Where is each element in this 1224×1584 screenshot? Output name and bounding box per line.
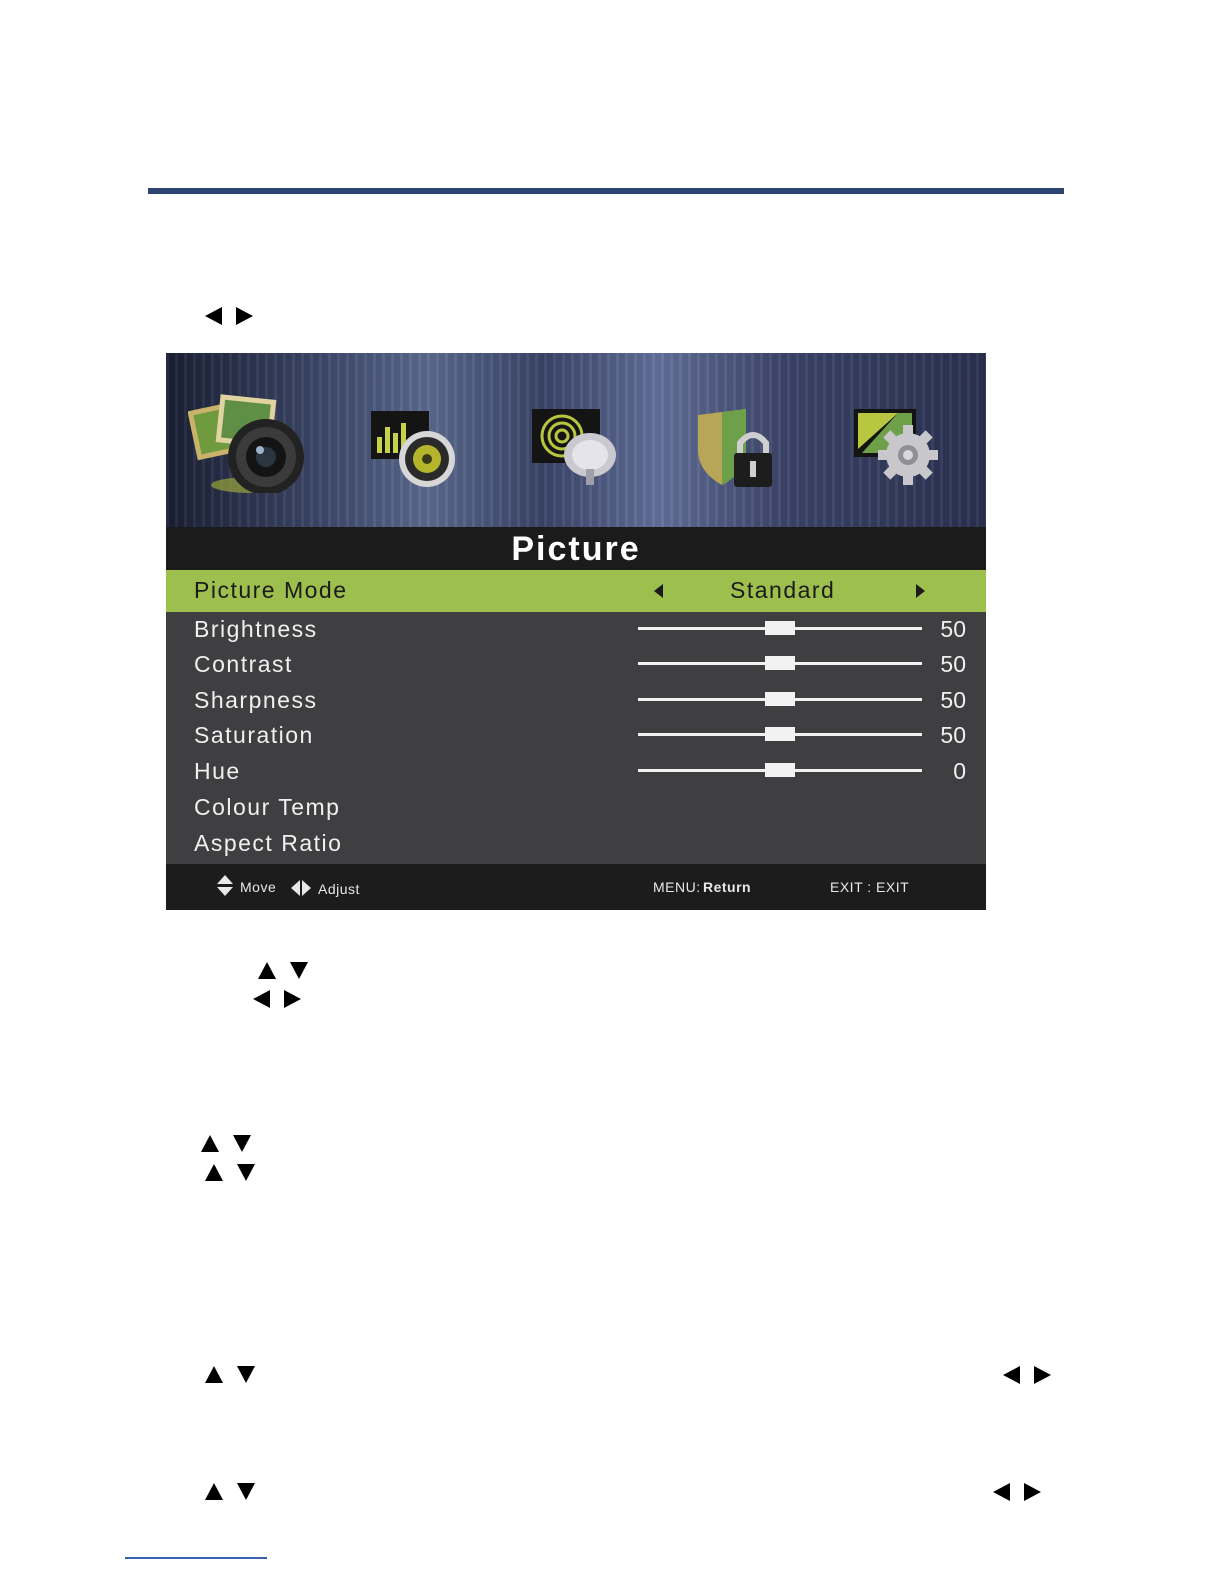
saturation-slider[interactable]: [638, 733, 922, 736]
picture-mode-value: Standard: [730, 577, 836, 603]
mode-prev-arrow-icon[interactable]: [654, 584, 663, 598]
left-arrow-icon: [993, 1483, 1010, 1501]
left-arrow-icon: [205, 307, 222, 325]
brightness-value: 50: [940, 616, 966, 642]
up-arrow-icon: [201, 1135, 219, 1152]
left-right-arrows-2: [253, 990, 301, 1008]
hue-slider-knob[interactable]: [765, 763, 795, 777]
sharpness-slider-knob[interactable]: [765, 692, 795, 706]
down-arrow-icon: [237, 1164, 255, 1181]
aspect-ratio-row[interactable]: [166, 826, 986, 862]
brightness-slider-knob[interactable]: [765, 621, 795, 635]
up-arrow-icon: [258, 962, 276, 979]
hue-slider[interactable]: [638, 769, 922, 772]
adjust-hint: Adjust: [318, 881, 360, 897]
hue-row[interactable]: [166, 754, 986, 790]
saturation-row[interactable]: [166, 718, 986, 754]
exit-hint: EXIT : EXIT: [830, 879, 910, 895]
menu-title: Picture: [511, 530, 641, 568]
hue-value: 0: [953, 758, 966, 784]
right-arrow-icon: [1024, 1483, 1041, 1501]
down-arrow-icon: [290, 962, 308, 979]
down-arrow-icon: [233, 1135, 251, 1152]
sharpness-slider[interactable]: [638, 698, 922, 701]
picture-mode-label: Picture Mode: [194, 577, 348, 603]
move-hint: Move: [240, 879, 277, 895]
sharpness-value: 50: [940, 687, 966, 713]
mode-next-arrow-icon[interactable]: [916, 584, 925, 598]
saturation-slider-knob[interactable]: [765, 727, 795, 741]
menu-title-bar: [166, 527, 986, 570]
sharpness-label: Sharpness: [194, 687, 318, 713]
up-down-arrows-3: [205, 1164, 255, 1181]
picture-mode-row[interactable]: [166, 570, 986, 612]
menu-hint-prefix: MENU:: [653, 879, 701, 895]
contrast-slider[interactable]: [638, 662, 922, 665]
contrast-value: 50: [940, 651, 966, 677]
menu-category-banner: [166, 353, 986, 529]
left-right-arrows: [205, 307, 253, 325]
down-arrow-icon: [237, 1366, 255, 1383]
menu-help-bar: [166, 864, 986, 910]
up-arrow-icon: [205, 1366, 223, 1383]
hue-label: Hue: [194, 758, 241, 784]
up-down-icon: [217, 875, 233, 897]
left-right-arrows-3: [1003, 1366, 1051, 1384]
left-arrow-icon: [253, 990, 270, 1008]
footer-link-rule: [125, 1557, 267, 1559]
up-down-arrows-5: [205, 1483, 255, 1500]
sound-speaker-icon[interactable]: [371, 411, 461, 491]
setup-gear-icon[interactable]: [854, 409, 944, 489]
menu-hint-action: Return: [703, 879, 752, 895]
colour-temp-label: Colour Temp: [194, 794, 341, 820]
left-right-arrows-4: [993, 1483, 1041, 1501]
contrast-label: Contrast: [194, 651, 293, 677]
tv-osd-menu: [166, 353, 986, 910]
picture-menu-list: [166, 570, 986, 864]
up-arrow-icon: [205, 1164, 223, 1181]
aspect-ratio-label: Aspect Ratio: [194, 830, 343, 856]
sharpness-row[interactable]: [166, 683, 986, 719]
contrast-slider-knob[interactable]: [765, 656, 795, 670]
brightness-label: Brightness: [194, 616, 318, 642]
lock-shield-icon[interactable]: [694, 409, 784, 493]
up-down-arrows-2: [201, 1135, 251, 1152]
saturation-label: Saturation: [194, 722, 314, 748]
down-arrow-icon: [237, 1483, 255, 1500]
left-right-icon: [291, 880, 313, 896]
up-down-arrows-4: [205, 1366, 255, 1383]
up-arrow-icon: [205, 1483, 223, 1500]
brightness-slider[interactable]: [638, 627, 922, 630]
up-down-arrows-1: [258, 962, 308, 979]
right-arrow-icon: [1034, 1366, 1051, 1384]
colour-temp-row[interactable]: [166, 790, 986, 826]
right-arrow-icon: [284, 990, 301, 1008]
header-rule: [148, 188, 1064, 194]
right-arrow-icon: [236, 307, 253, 325]
left-arrow-icon: [1003, 1366, 1020, 1384]
contrast-row[interactable]: [166, 647, 986, 683]
saturation-value: 50: [940, 722, 966, 748]
brightness-row[interactable]: [166, 612, 986, 648]
channel-satellite-icon[interactable]: [532, 409, 622, 491]
picture-camera-icon[interactable]: [188, 393, 314, 493]
